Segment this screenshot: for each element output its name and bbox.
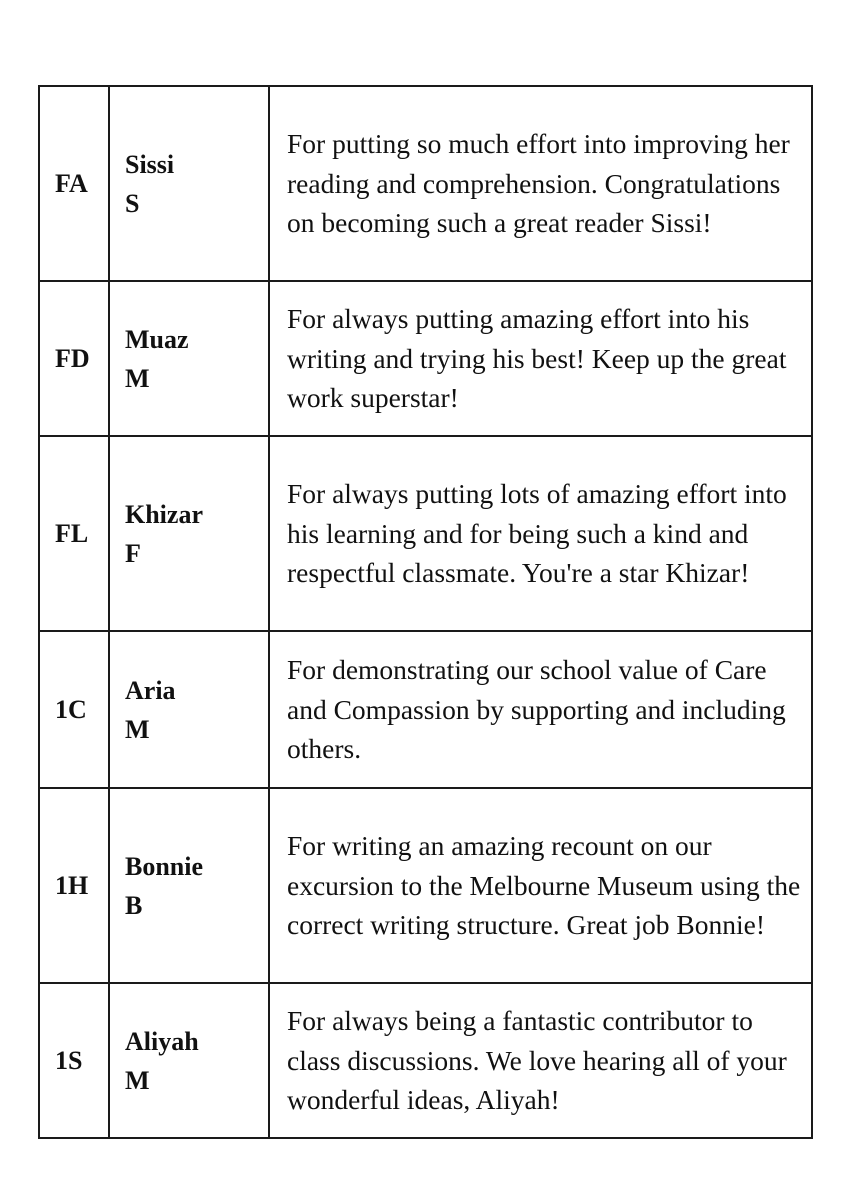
class-code: FD: [39, 281, 109, 436]
student-initial: S: [125, 188, 140, 218]
award-citation: For always being a fantastic contributor to class discussions. We love hearing all of your wonderful ideas, Aliyah!: [269, 983, 812, 1138]
class-code: FL: [39, 436, 109, 631]
student-name: [109, 631, 269, 788]
class-code: FA: [39, 86, 109, 281]
award-citation: For always putting lots of amazing effort into his learning and for being such a kind and respectful classmate. You're a star Khizar!: [269, 436, 812, 631]
table-row: [39, 436, 812, 631]
table-row: [39, 983, 812, 1138]
student-first-name: Aria: [125, 675, 176, 705]
student-initial: M: [125, 1065, 150, 1095]
table-row: [39, 788, 812, 983]
student-initial: M: [125, 714, 150, 744]
award-citation: For demonstrating our school value of Care and Compassion by supporting and including others.: [269, 631, 812, 788]
student-first-name: Khizar: [125, 499, 203, 529]
class-code: 1C: [39, 631, 109, 788]
class-code: 1H: [39, 788, 109, 983]
student-name: [109, 86, 269, 281]
student-name: [109, 436, 269, 631]
awards-table: [38, 85, 813, 1139]
table-row: [39, 631, 812, 788]
student-first-name: Sissi: [125, 149, 175, 179]
student-name: [109, 788, 269, 983]
table-row: [39, 281, 812, 436]
class-code: 1S: [39, 983, 109, 1138]
student-name: [109, 281, 269, 436]
student-first-name: Aliyah: [125, 1026, 199, 1056]
table-row: [39, 86, 812, 281]
student-initial: F: [125, 538, 141, 568]
award-citation: For writing an amazing recount on our excursion to the Melbourne Museum using the correct writing structure. Great job Bonnie!: [269, 788, 812, 983]
award-citation: For putting so much effort into improving her reading and comprehension. Congratulations on becoming such a great reader Sissi!: [269, 86, 812, 281]
student-first-name: Muaz: [125, 324, 189, 354]
student-name: [109, 983, 269, 1138]
student-initial: M: [125, 363, 150, 393]
student-initial: B: [125, 890, 143, 920]
award-citation: For always putting amazing effort into his writing and trying his best! Keep up the great work superstar!: [269, 281, 812, 436]
student-first-name: Bonnie: [125, 851, 204, 881]
